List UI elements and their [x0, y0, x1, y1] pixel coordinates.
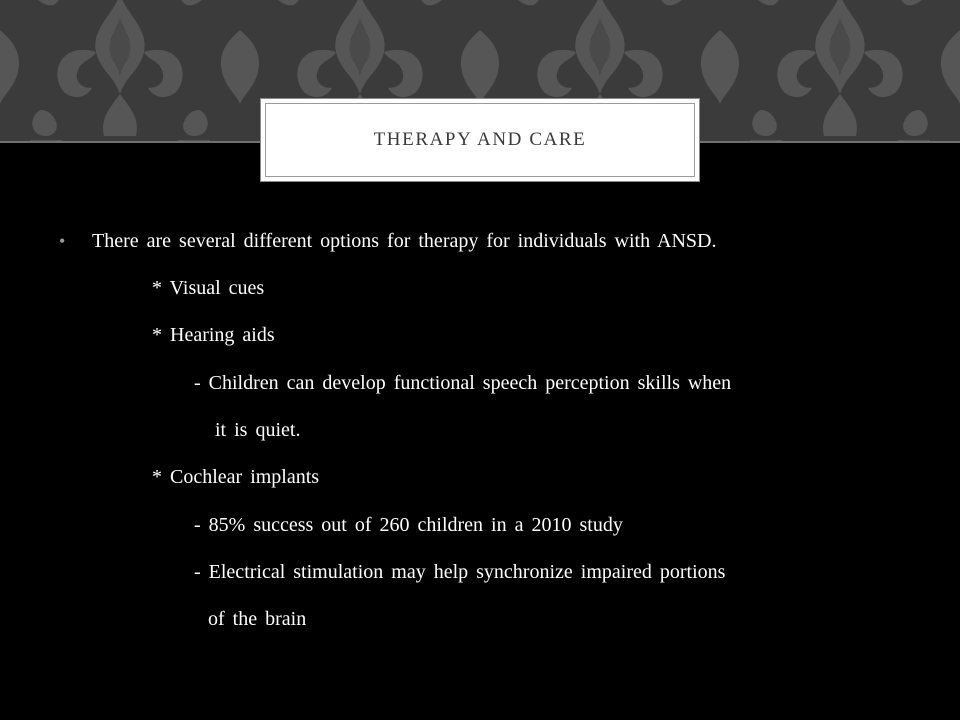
hearing-aids-note-continued: it is quiet. — [215, 419, 301, 441]
intro-text: There are several different options for therapy for individuals with ANSD. — [92, 230, 717, 252]
hearing-aids-note: - Children can develop functional speech perception skills when — [194, 372, 732, 394]
slide-title: THERAPY AND CARE — [373, 129, 587, 150]
list-item-hearing-aids: * Hearing aids — [152, 324, 275, 346]
bullet-icon: • — [59, 231, 66, 251]
cochlear-note-stimulation: - Electrical stimulation may help synchronize impaired portions — [194, 561, 726, 583]
title-box-inner-border — [265, 103, 695, 177]
cochlear-note-stimulation-continued: of the brain — [208, 608, 307, 630]
list-item-cochlear-implants: * Cochlear implants — [152, 466, 320, 488]
cochlear-note-success: - 85% success out of 260 children in a 2010 study — [194, 514, 623, 536]
title-box — [260, 98, 700, 182]
list-item-visual-cues: * Visual cues — [152, 277, 265, 299]
